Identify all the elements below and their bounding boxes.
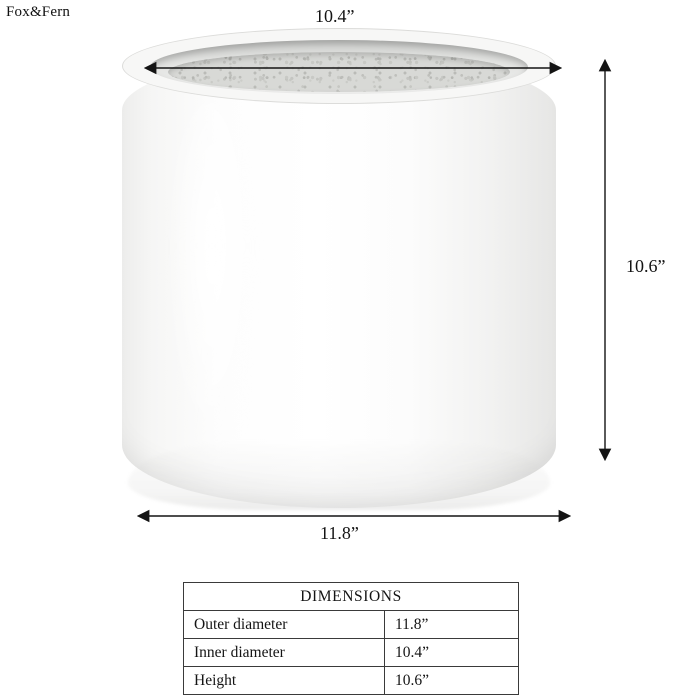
dimension-value: 10.6” bbox=[385, 667, 519, 695]
dimension-value: 10.4” bbox=[385, 639, 519, 667]
product-illustration bbox=[122, 28, 556, 510]
height-label: 10.6” bbox=[626, 256, 666, 276]
outer-diameter-label: 11.8” bbox=[320, 523, 359, 543]
table-row bbox=[184, 667, 519, 695]
dimension-name: Outer diameter bbox=[184, 611, 385, 639]
dimension-name: Height bbox=[184, 667, 385, 695]
dimension-value: 11.8” bbox=[385, 611, 519, 639]
table-row bbox=[184, 611, 519, 639]
dimensions-table-title: DIMENSIONS bbox=[184, 583, 519, 611]
brand-logo: Fox&Fern bbox=[6, 4, 71, 20]
dimension-name: Inner diameter bbox=[184, 639, 385, 667]
inner-diameter-label: 10.4” bbox=[315, 6, 355, 26]
table-row bbox=[184, 639, 519, 667]
dimensions-table bbox=[183, 582, 519, 695]
planter-highlight bbox=[164, 98, 260, 468]
table-header-row bbox=[184, 583, 519, 611]
planter-interior-texture bbox=[168, 52, 510, 92]
